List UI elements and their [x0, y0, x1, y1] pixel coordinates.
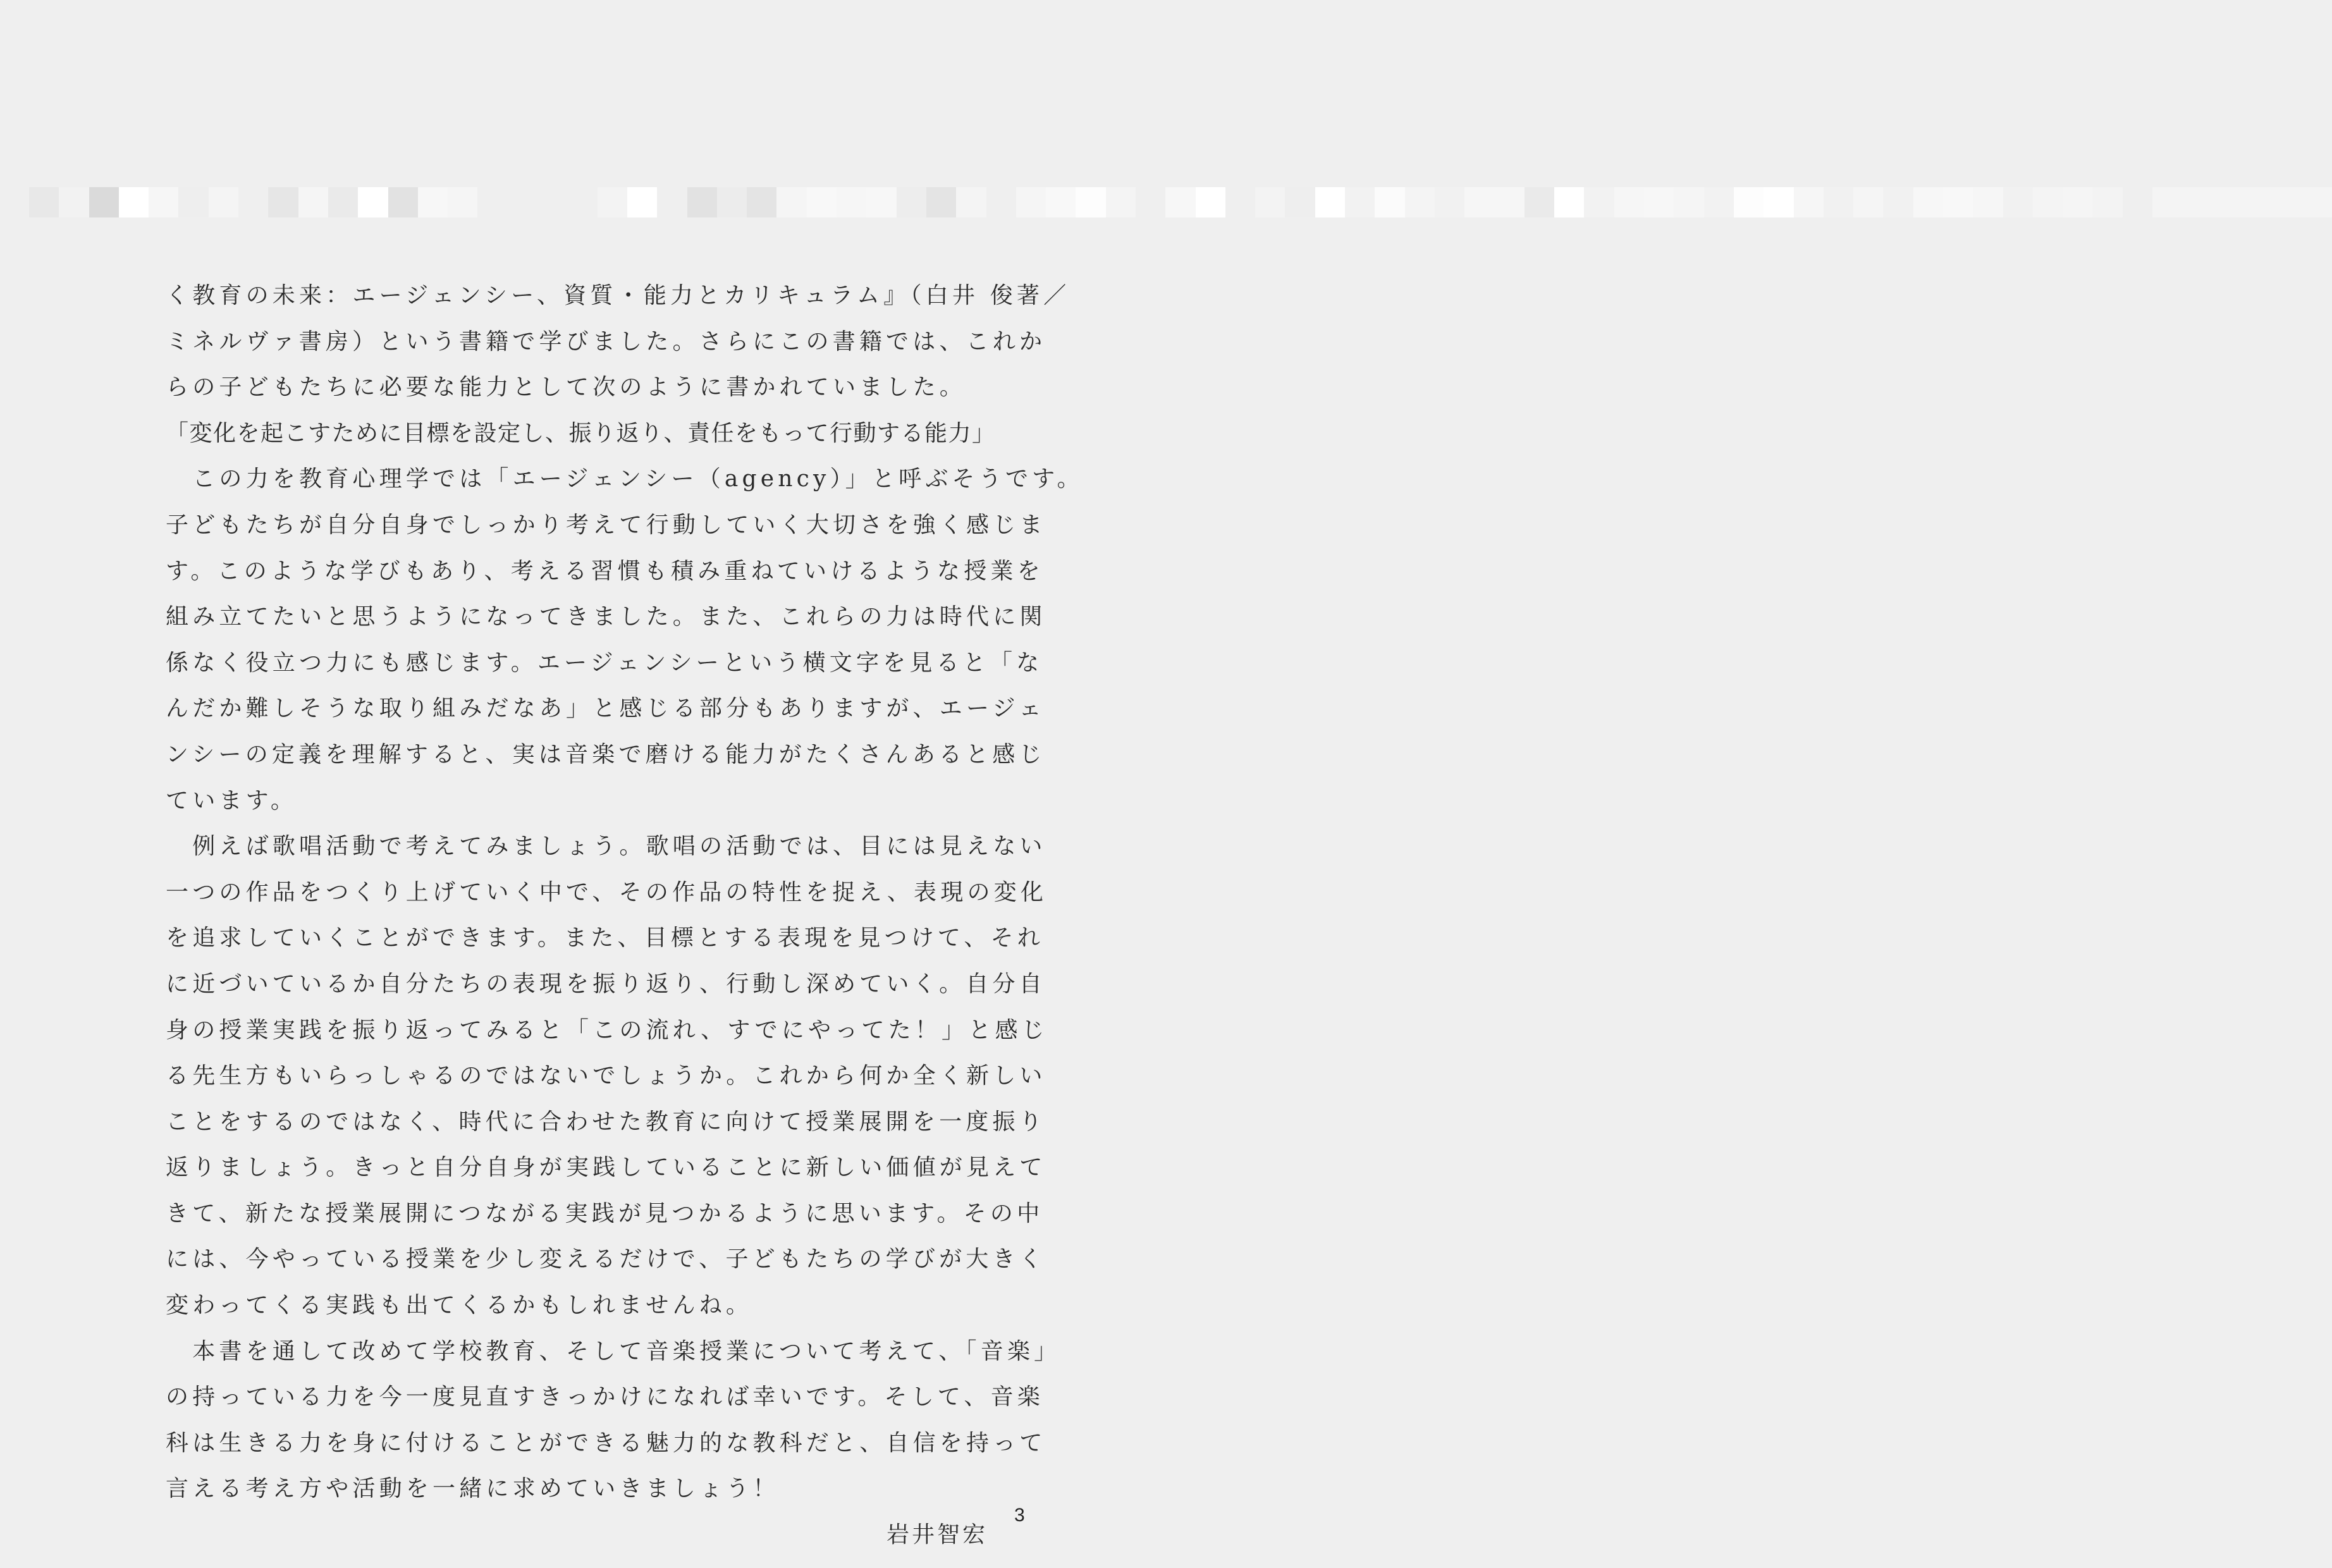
redacted-cell: [1076, 187, 1105, 217]
text-line: この力を教育心理学では「エージェンシー（agency）」と呼ぶそうです。: [166, 466, 1084, 493]
body-text: [166, 273, 1084, 1559]
redacted-cell: [388, 187, 418, 217]
redacted-cell: [1345, 187, 1375, 217]
text-line: く教育の未来：エージェンシー、資質・能力とカリキュラム』（白井 俊著／: [166, 283, 1071, 309]
redacted-cell: [298, 187, 328, 217]
redacted-cell: [1644, 187, 1674, 217]
text-line: には、今やっている授業を少し変えるだけで、子どもたちの学びが大きく: [166, 1246, 1046, 1273]
redacted-cell: [2003, 187, 2033, 217]
redacted-cell: [328, 187, 358, 217]
redacted-cell: [776, 187, 806, 217]
redacted-cell: [119, 187, 149, 217]
redacted-cell: [837, 187, 866, 217]
text-line: 言える考え方や活動を一緒に求めていきましょう！: [166, 1476, 780, 1502]
author-signature: 岩井智宏: [886, 1522, 988, 1548]
redacted-cell: [807, 187, 837, 217]
text-line: 係なく役立つ力にも感じます。エージェンシーという横文字を見ると「な: [166, 649, 1043, 676]
text-line: ミネルヴァ書房）という書籍で学びました。さらにこの書籍では、これか: [166, 328, 1046, 355]
redacted-cell: [2212, 187, 2242, 217]
redacted-cell: [1016, 187, 1046, 217]
redacted-cell: [1464, 187, 1494, 217]
redacted-cell: [1554, 187, 1584, 217]
redacted-cell: [926, 187, 956, 217]
redacted-cell: [1943, 187, 1973, 217]
text-line: んだか難しそうな取り組みだなあ」と感じる部分もありますが、エージェ: [166, 695, 1046, 722]
redacted-cell: [1734, 187, 1764, 217]
redacted-cell: [2123, 187, 2152, 217]
redacted-cell: [567, 187, 597, 217]
redacted-cell: [2092, 187, 2122, 217]
redacted-cell: [59, 187, 89, 217]
redacted-cell: [1913, 187, 1943, 217]
redacted-cell: [29, 187, 59, 217]
redacted-cell: [1435, 187, 1464, 217]
redacted-cell: [2152, 187, 2182, 217]
page-number: 3: [1014, 1505, 1025, 1526]
redacted-cell: [657, 187, 687, 217]
redacted-cell: [358, 187, 388, 217]
redacted-cell: [448, 187, 477, 217]
redacted-cell: [687, 187, 717, 217]
text-line: 身の授業実践を振り返ってみると「この流れ、すでにやってた！」と感じ: [166, 1017, 1048, 1043]
document-page: [0, 0, 1105, 1568]
redacted-cell: [1106, 187, 1136, 217]
redacted-cell: [1255, 187, 1285, 217]
text-line: す。このような学びもあり、考える習慣も積み重ねていけるような授業を: [166, 558, 1044, 584]
redacted-cell: [1883, 187, 1913, 217]
redacted-cell: [418, 187, 448, 217]
redacted-cell: [866, 187, 896, 217]
text-line: 本書を通して改めて学校教育、そして音楽授業について考えて、「音楽」: [166, 1338, 1061, 1364]
redacted-cell: [1136, 187, 1165, 217]
text-line: 返りましょう。きっと自分自身が実践していることに新しい価値が見えて: [166, 1155, 1046, 1181]
redacted-cell: [1196, 187, 1225, 217]
redacted-cell: [1495, 187, 1525, 217]
redacted-cell: [149, 187, 178, 217]
text-line: の持っている力を今一度見直すきっかけになれば幸いです。そして、音楽: [166, 1384, 1045, 1411]
text-line: 一つの作品をつくり上げていく中で、その作品の特性を捉え、表現の変化: [166, 879, 1048, 905]
redacted-cell: [1764, 187, 1793, 217]
redacted-cell: [89, 187, 119, 217]
text-line: ことをするのではなく、時代に合わせた教育に向けて授業展開を一度振り: [166, 1108, 1046, 1135]
redacted-cell: [956, 187, 986, 217]
redacted-cell: [1824, 187, 1853, 217]
text-line: らの子どもたちに必要な能力として次のように書かれていました。: [166, 374, 967, 401]
redacted-cell: [2302, 187, 2332, 217]
redacted-cell: [1853, 187, 1883, 217]
redacted-cell: [598, 187, 627, 217]
redacted-cell: [238, 187, 268, 217]
redacted-cell: [1794, 187, 1824, 217]
redacted-cell: [2063, 187, 2092, 217]
redacted-cell: [1525, 187, 1554, 217]
redacted-cell: [1973, 187, 2003, 217]
redacted-cell: [1225, 187, 1255, 217]
redacted-cell: [627, 187, 657, 217]
redacted-cell: [1315, 187, 1345, 217]
redacted-cell: [1614, 187, 1644, 217]
text-line: に近づいているか自分たちの表現を振り返り、行動し深めていく。自分自: [166, 971, 1046, 997]
redacted-cell: [1046, 187, 1076, 217]
redacted-cell: [2272, 187, 2302, 217]
redacted-cell: [986, 187, 1016, 217]
text-line: 例えば歌唱活動で考えてみましょう。歌唱の活動では、目には見えない: [166, 833, 1046, 860]
redacted-header: [29, 187, 1076, 217]
redacted-cell: [1704, 187, 1734, 217]
redacted-cell: [1375, 187, 1404, 217]
text-line: きて、新たな授業展開につながる実践が見つかるように思います。その中: [166, 1200, 1044, 1227]
text-line: 変わってくる実践も出てくるかもしれませんね。: [166, 1292, 753, 1319]
redacted-cell: [897, 187, 926, 217]
redacted-cell: [2182, 187, 2212, 217]
redacted-cell: [209, 187, 238, 217]
text-line: ています。: [166, 787, 298, 814]
redacted-cell: [508, 187, 537, 217]
text-line: を追求していくことができます。また、目標とする表現を見つけて、それ: [166, 925, 1045, 952]
redacted-cell: [1584, 187, 1614, 217]
text-line: 子どもたちが自分自身でしっかり考えて行動していく大切さを強く感じま: [166, 511, 1046, 538]
redacted-cell: [2033, 187, 2063, 217]
text-line: 組み立てたいと思うようになってきました。また、これらの力は時代に関: [166, 604, 1046, 630]
redacted-cell: [1165, 187, 1195, 217]
redacted-cell: [537, 187, 567, 217]
quote-line: 「変化を起こすために目標を設定し、振り返り、責任をもって行動する能力」: [166, 420, 996, 446]
redacted-cell: [717, 187, 747, 217]
redacted-cell: [178, 187, 208, 217]
redacted-cell: [1674, 187, 1703, 217]
text-line: る先生方もいらっしゃるのではないでしょうか。これから何か全く新しい: [166, 1063, 1046, 1089]
redacted-cell: [2242, 187, 2272, 217]
text-line: ンシーの定義を理解すると、実は音楽で磨ける能力がたくさんあると感じ: [166, 741, 1046, 768]
redacted-cell: [747, 187, 776, 217]
redacted-cell: [1405, 187, 1435, 217]
redacted-cell: [477, 187, 507, 217]
redacted-cell: [268, 187, 298, 217]
text-line: 科は生きる力を身に付けることができる魅力的な教科だと、自信を持って: [166, 1430, 1046, 1456]
redacted-cell: [1285, 187, 1315, 217]
